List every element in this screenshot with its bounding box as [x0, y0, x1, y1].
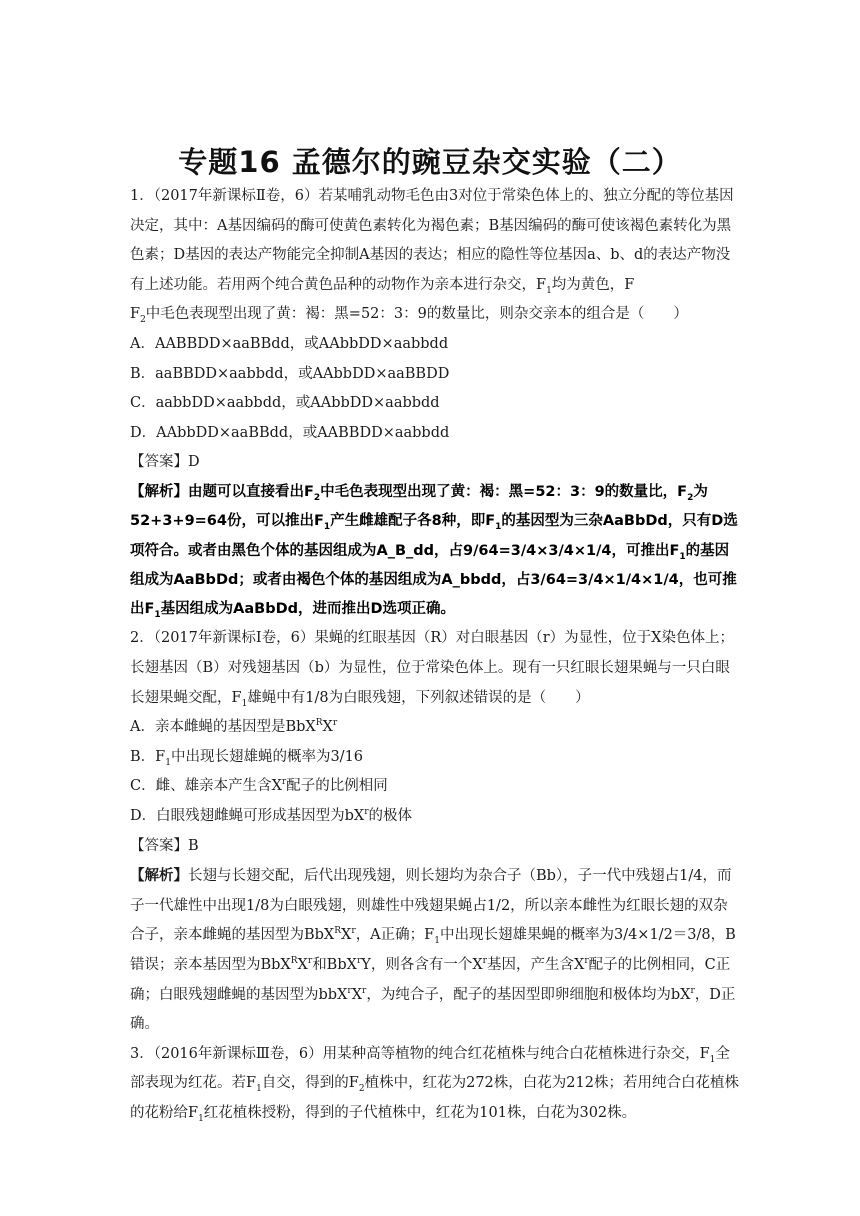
q2-option-a: A．亲本雌蝇的基因型是$BbX^RX^r$	[130, 718, 338, 736]
subscript: 1	[241, 698, 248, 709]
analysis-text: ，A正确；F	[355, 927, 435, 944]
analysis-text: 为52+3+9=64份，可以推出F	[130, 483, 708, 530]
document-body	[130, 182, 740, 1129]
q1-option-d: D．AAbbDD×aaBBdd，或AABBDD×aabbdd	[130, 424, 450, 441]
q1-option-c: C．aabbDD×aabbdd，或AAbbDD×aabbdd	[130, 395, 440, 412]
analysis-text: 和BbX	[312, 956, 357, 973]
option-text: B．F	[130, 748, 166, 765]
q1-stem-text-a: 1．（2017年新课标Ⅱ卷，6）若某哺乳动物毛色由3对位于常染色体上的、独立分配的等位基因决定，其中：A基因编码的酶可使黄色素转化为褐色素；B基因编码的酶可使该褐色素转化为黑色素；D基因的表达产物能完全抑制A基因的表达；相应的隐性等位基因a、b、d的表达产物没有上述功能。若用两个纯合黄色品种的动物作为亲本进行杂交，F	[130, 188, 734, 293]
analysis-label: 【解析】	[130, 483, 188, 500]
q3-stem-text-c: 自交，得到的F	[261, 1075, 359, 1092]
q1-analysis	[130, 478, 740, 624]
subscript: 1	[198, 1113, 204, 1124]
q2-answer: 【答案】B	[130, 837, 199, 854]
subscript: 1	[495, 522, 502, 533]
subscript: 2	[313, 492, 321, 503]
superscript: R	[334, 926, 342, 937]
option-text: 中出现长翅雄蝇的概率为3/16	[170, 748, 364, 765]
subscript: 1	[679, 551, 686, 562]
page-title: 专题16 孟德尔的豌豆杂交实验（二）	[178, 145, 682, 179]
q3-stem-text-d: 植株中，红花为272株，白花为212株；若用纯合白花植株的花粉给F	[130, 1075, 739, 1121]
q1-option-a: A．AABBDD×aaBBdd，或AAbbDD×aabbdd	[130, 335, 449, 352]
superscript: r	[347, 985, 352, 996]
subscript: 1	[165, 757, 171, 768]
q3-stem-text-b: 全部表现为红花。若F	[130, 1045, 730, 1092]
analysis-text: Y，则各含有一个X	[361, 956, 483, 973]
q2-option-c	[130, 772, 740, 802]
analysis-text: 中毛色表现型出现了黄：褐：黑=52：3：9的数量比，F	[320, 483, 688, 500]
q3-stem-text-a: 3．（2016年新课标Ⅲ卷，6）用某种高等植物的纯合红花植株与纯合白花植株进行杂交，F	[130, 1045, 710, 1062]
q2-stem-text-b: 雄蝇中有1/8为白眼残翅，下列叙述错误的是（ ）	[247, 689, 590, 706]
superscript: R	[315, 718, 323, 729]
analysis-text: 由题可以直接看出F	[188, 483, 314, 500]
option-text: C．雌、雄亲本产生含X	[130, 778, 282, 795]
subscript: 2	[358, 1084, 365, 1095]
analysis-text: 的基因型为三杂AaBbDd，只有D选项符合。或者由黑色个体的基因组成为A_B_dd，占9/64=3/4×3/4×1/4，可推出F	[130, 513, 738, 559]
subscript: 1	[709, 1054, 716, 1065]
analysis-text: ，D正确。	[130, 986, 736, 1033]
q1-stem-text-b: 均为黄色，F	[551, 276, 635, 293]
q1-answer: 【答案】D	[130, 454, 200, 471]
superscript: r	[362, 985, 367, 996]
option-text: D．白眼残翅雌蝇可形成基因型为bX	[130, 807, 365, 824]
superscript: r	[356, 956, 362, 967]
q2-option-b	[130, 743, 740, 773]
subscript: 1	[434, 936, 440, 947]
analysis-text: 的基因组成为AaBbDd；或者由褐色个体的基因组成为A_bbdd，占3/64=3/4×1/4×1/4，也可推出F	[130, 542, 737, 618]
question-1-stem: 1．（2017年新课标Ⅱ卷，6）若某哺乳动物毛色由3对位于常染色体上的、独立分配的等位基因决定，其中：A基因编码的酶可使黄色素转化为褐色素；B基因编码的酶可使该褐色素转化为黑色素；D基因的表达产物能完全抑制A基因的表达；相应的隐性等位基因a、b、d的表达产物没有上述功能。若用两个纯合黄色品种的动物作为亲本进行杂交，$F_1$均为黄色，F $F_2$中毛色表现型出现了黄：褐：黑=52：3：9的数量比，则杂交亲本的组合是（ ）	[130, 188, 734, 326]
superscript: R	[290, 956, 298, 967]
superscript: r	[351, 926, 356, 937]
analysis-text: 基因组成为AaBbDd，进而推出D选项正确。	[160, 601, 456, 618]
option-text: 配子的比例相同	[286, 778, 388, 795]
subscript: 2	[140, 315, 146, 326]
superscript: r	[364, 807, 369, 818]
subscript: 1	[256, 1084, 262, 1095]
analysis-text: 长翅与长翅交配，后代出现残翅，则长翅均为杂合子（Bb），子一代中残翅占1/4，而子一代雄性中出现1/8为白眼残翅，则雄性中残翅果蝇占1/2，所以亲本雌性为红眼长翅的双杂合子，亲本雌蝇的基因型为BbX	[130, 868, 732, 944]
option-text: 的极体	[368, 807, 413, 824]
question-3-stem	[130, 1040, 740, 1129]
analysis-text: ，为纯合子，配子的基因型即卵细胞和极体均为bX	[366, 986, 691, 1003]
superscript: r	[332, 718, 338, 729]
analysis-text: 配子的比例相同，C正确；白眼残翅雌蝇的基因型为bbX	[130, 956, 731, 1003]
analysis-text: 基因，产生含X	[486, 956, 585, 973]
analysis-text: 中出现长翅雄果蝇的概率为3/4×1/2＝3/8，B错误；亲本基因型为BbX	[130, 927, 736, 973]
superscript: r	[281, 777, 287, 788]
superscript: r	[482, 956, 487, 967]
q2-analysis: 【解析】长翅与长翅交配，后代出现残翅，则长翅均为杂合子（Bb），子一代中残翅占1/4，而子一代雄性中出现1/8为白眼残翅，则雄性中残翅果蝇占1/2，所以亲本雌性为红眼长翅的双杂合子，亲本雌蝇的基因型为$BbX^RX^r$，A正确；$F_1$中出现长翅雄果蝇的概率为3/4×1/2＝3/8，B错误；亲本基因型为$BbX^RX^r$和BbX$^r$Y，则各含有一个$X^r$基因，产生含$X^r$配子的比例相同，C正确；白眼残翅雌蝇的基因型为$bbX^rX^r$，为纯合子，配子的基因型即卵细胞和极体均为$bX^r$，D正确。	[130, 867, 736, 1033]
option-text: A．亲本雌蝇的基因型是BbX	[130, 719, 316, 736]
superscript: r	[584, 956, 589, 967]
subscript: 2	[687, 492, 694, 503]
superscript: r	[690, 985, 695, 996]
analysis-label: 【解析】	[130, 867, 188, 885]
question-2-stem	[130, 624, 740, 713]
q1-stem-text-c: 中毛色表现型出现了黄：褐：黑=52：3：9的数量比，则杂交亲本的组合是（ ）	[145, 306, 688, 323]
q3-stem-text-e: 红花植株授粉，得到的子代植株中，红花为101株，白花为302株。	[203, 1104, 637, 1121]
subscript: 1	[154, 610, 161, 621]
q1-option-b: B．aaBBDD×aabbdd，或AAbbDD×aaBBDD	[130, 365, 450, 382]
subscript: 1	[323, 522, 331, 533]
analysis-text: 产生雌雄配子各8种，即F	[330, 513, 496, 530]
superscript: r	[307, 956, 313, 967]
subscript: 1	[546, 285, 552, 296]
q2-option-d	[130, 802, 740, 832]
q2-stem-text-a: 2．（2017年新课标Ⅰ卷，6）果蝇的红眼基因（R）对白眼基因（r）为显性，位于X染色体上；长翅基因（B）对残翅基因（b）为显性，位于常染色体上。现有一只红眼长翅果蝇与一只白眼长翅果蝇交配，F	[130, 630, 734, 706]
